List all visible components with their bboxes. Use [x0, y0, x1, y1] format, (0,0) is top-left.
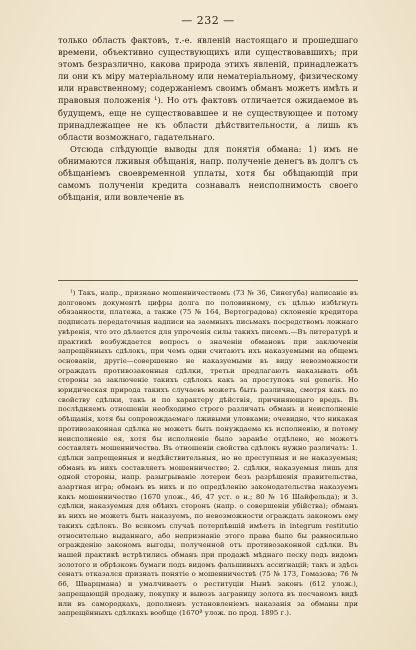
footnote-1: ¹) Такъ, напр., признано мошенничествомъ (73 № 36, Синегуба) написаніе въ долговомъ документѣ цифры долга по половинному, съ цѣлью избѣгнуть обязанности, платежа, а также (75 № 164, Вертоградова) склоненіе кредитора подписать передаточныя надписи на заемныхъ письмахъ посредствомъ ложнаго увѣренія, что это дѣлается для упроченія силы такихъ писемъ.—Въ литературѣ и практикѣ возбуждается вопросъ о значеніи обмановъ при заключеніи запрещённыхъ сдѣлокъ, при чемъ одни считаютъ ихъ наказуемыми на общемъ основаніи, другіе—совершенно не наказуемыми въ виду невозможности ограждать противозаконныя сдѣлки, третьи предлагаютъ наказывать обѣ стороны за заключеніе такихъ сдѣлокъ какъ за проступокъ sui generis. Но юридическая природа такихъ случаевъ можетъ быть различна, смотря какъ по свойству сдѣлки, такъ и по характеру дѣйствія, причиняющаго вредъ. Въ послѣдняемъ отношеніи необходимо строго различать обманъ и неисполненіе обѣщанія, хотя бы сопровождаемаго лживыми уловками; очевидно, что никакая противозаконная сдѣлка не можетъ быть понуждаема къ исполненію, и потому неисполненіе ея, хотя бы исполненіе было заранѣе отдѣлено, не можетъ составлять мошенничества. Въ отношеніи свойства сдѣлокъ нужно различать: 1. сдѣлки запрещенныя и недѣйствительныя, но не преступныя и не наказуемыя; обманъ въ нихъ составляетъ мошенничество; 2. сдѣлки, наказуемыя лишь для одной стороны, напр. разыгрываніе лотереи безъ разрѣшенія правительства, азартная игра; обманъ въ нихъ и по опредѣленію законодательства наказуемъ какъ мошенничество (1670 улож., 46, 47 уст. о н.; 80 № 16 Шайфельда); и 3. сдѣлки, наказуемыя для обѣихъ сторонъ (напр. о совершеніи убійства); обманъ въ нихъ не можетъ быть наказуемъ, по невозможности ограждать закономъ ему такихъ сдѣлокъ. Во всякомъ случаѣ потерпѣвшій имѣетъ in integrum restitutio относительно выданнаго, або непризнаніе этого права было бы равносильно огражденію закономъ выгоды, полученной отъ противозаконной сдѣлки. Въ нашей практикѣ встрѣтились обманъ при продажѣ мѣднаго песку подъ видомъ золотого и обрѣзковъ бумаги подъ видомъ фальшивыхъ ассигнацій; такъ и здѣсь сенатъ отказался признать понятіе о мошенничествѣ (75 № 173, Гомазова; 76 № 66, Шварцмана) и умалчиваетъ о реституціи Нынѣ законъ (612 улож.), запрещающій продажу, покупку и вывозъ заграницу золота въ песчаномъ видѣ или въ самородкахъ, дополненъ установленіемъ наказанія за обманы при запрещённыхъ сдѣлкахъ вообще (1670ª улож. по прод. 1895 г.).	[58, 289, 358, 618]
main-paragraph-2: Отсюда слѣдующіе выводы для понятія обмана: 1) имъ не обнимаются лживыя обѣщанія, напр. полученіе денегъ въ долгъ съ обѣщаніемъ своевременной уплаты, хотя бы обѣщающій при самомъ полученіи кредита сознавалъ неисполнимость своего обѣщанія, или вовлеченіе въ	[58, 143, 358, 203]
main-text	[58, 34, 358, 203]
page-number: — 232 —	[181, 14, 235, 27]
footnotes	[58, 289, 358, 619]
main-paragraph-1: только область фактовъ, т.-е. явленій настоящаго и прошедшаго времени, объективно существующихъ или существовавшихъ; при этомъ безразлично, какова природа этихъ явленій, принадлежатъ ли они къ міру матеріальному или нематеріальному, физическому или нравственному; содержаніемъ своимъ обманъ можетъ имѣть и правовыя положенія ¹). Но отъ фактовъ отличается ожидаемое въ будущемъ, еще не существовавшее и не существующее и потому принадлежащее не къ области дѣйствительности, а лишь къ области возможнаго, гадательнаго.	[58, 35, 358, 142]
footnote-divider	[58, 280, 358, 281]
